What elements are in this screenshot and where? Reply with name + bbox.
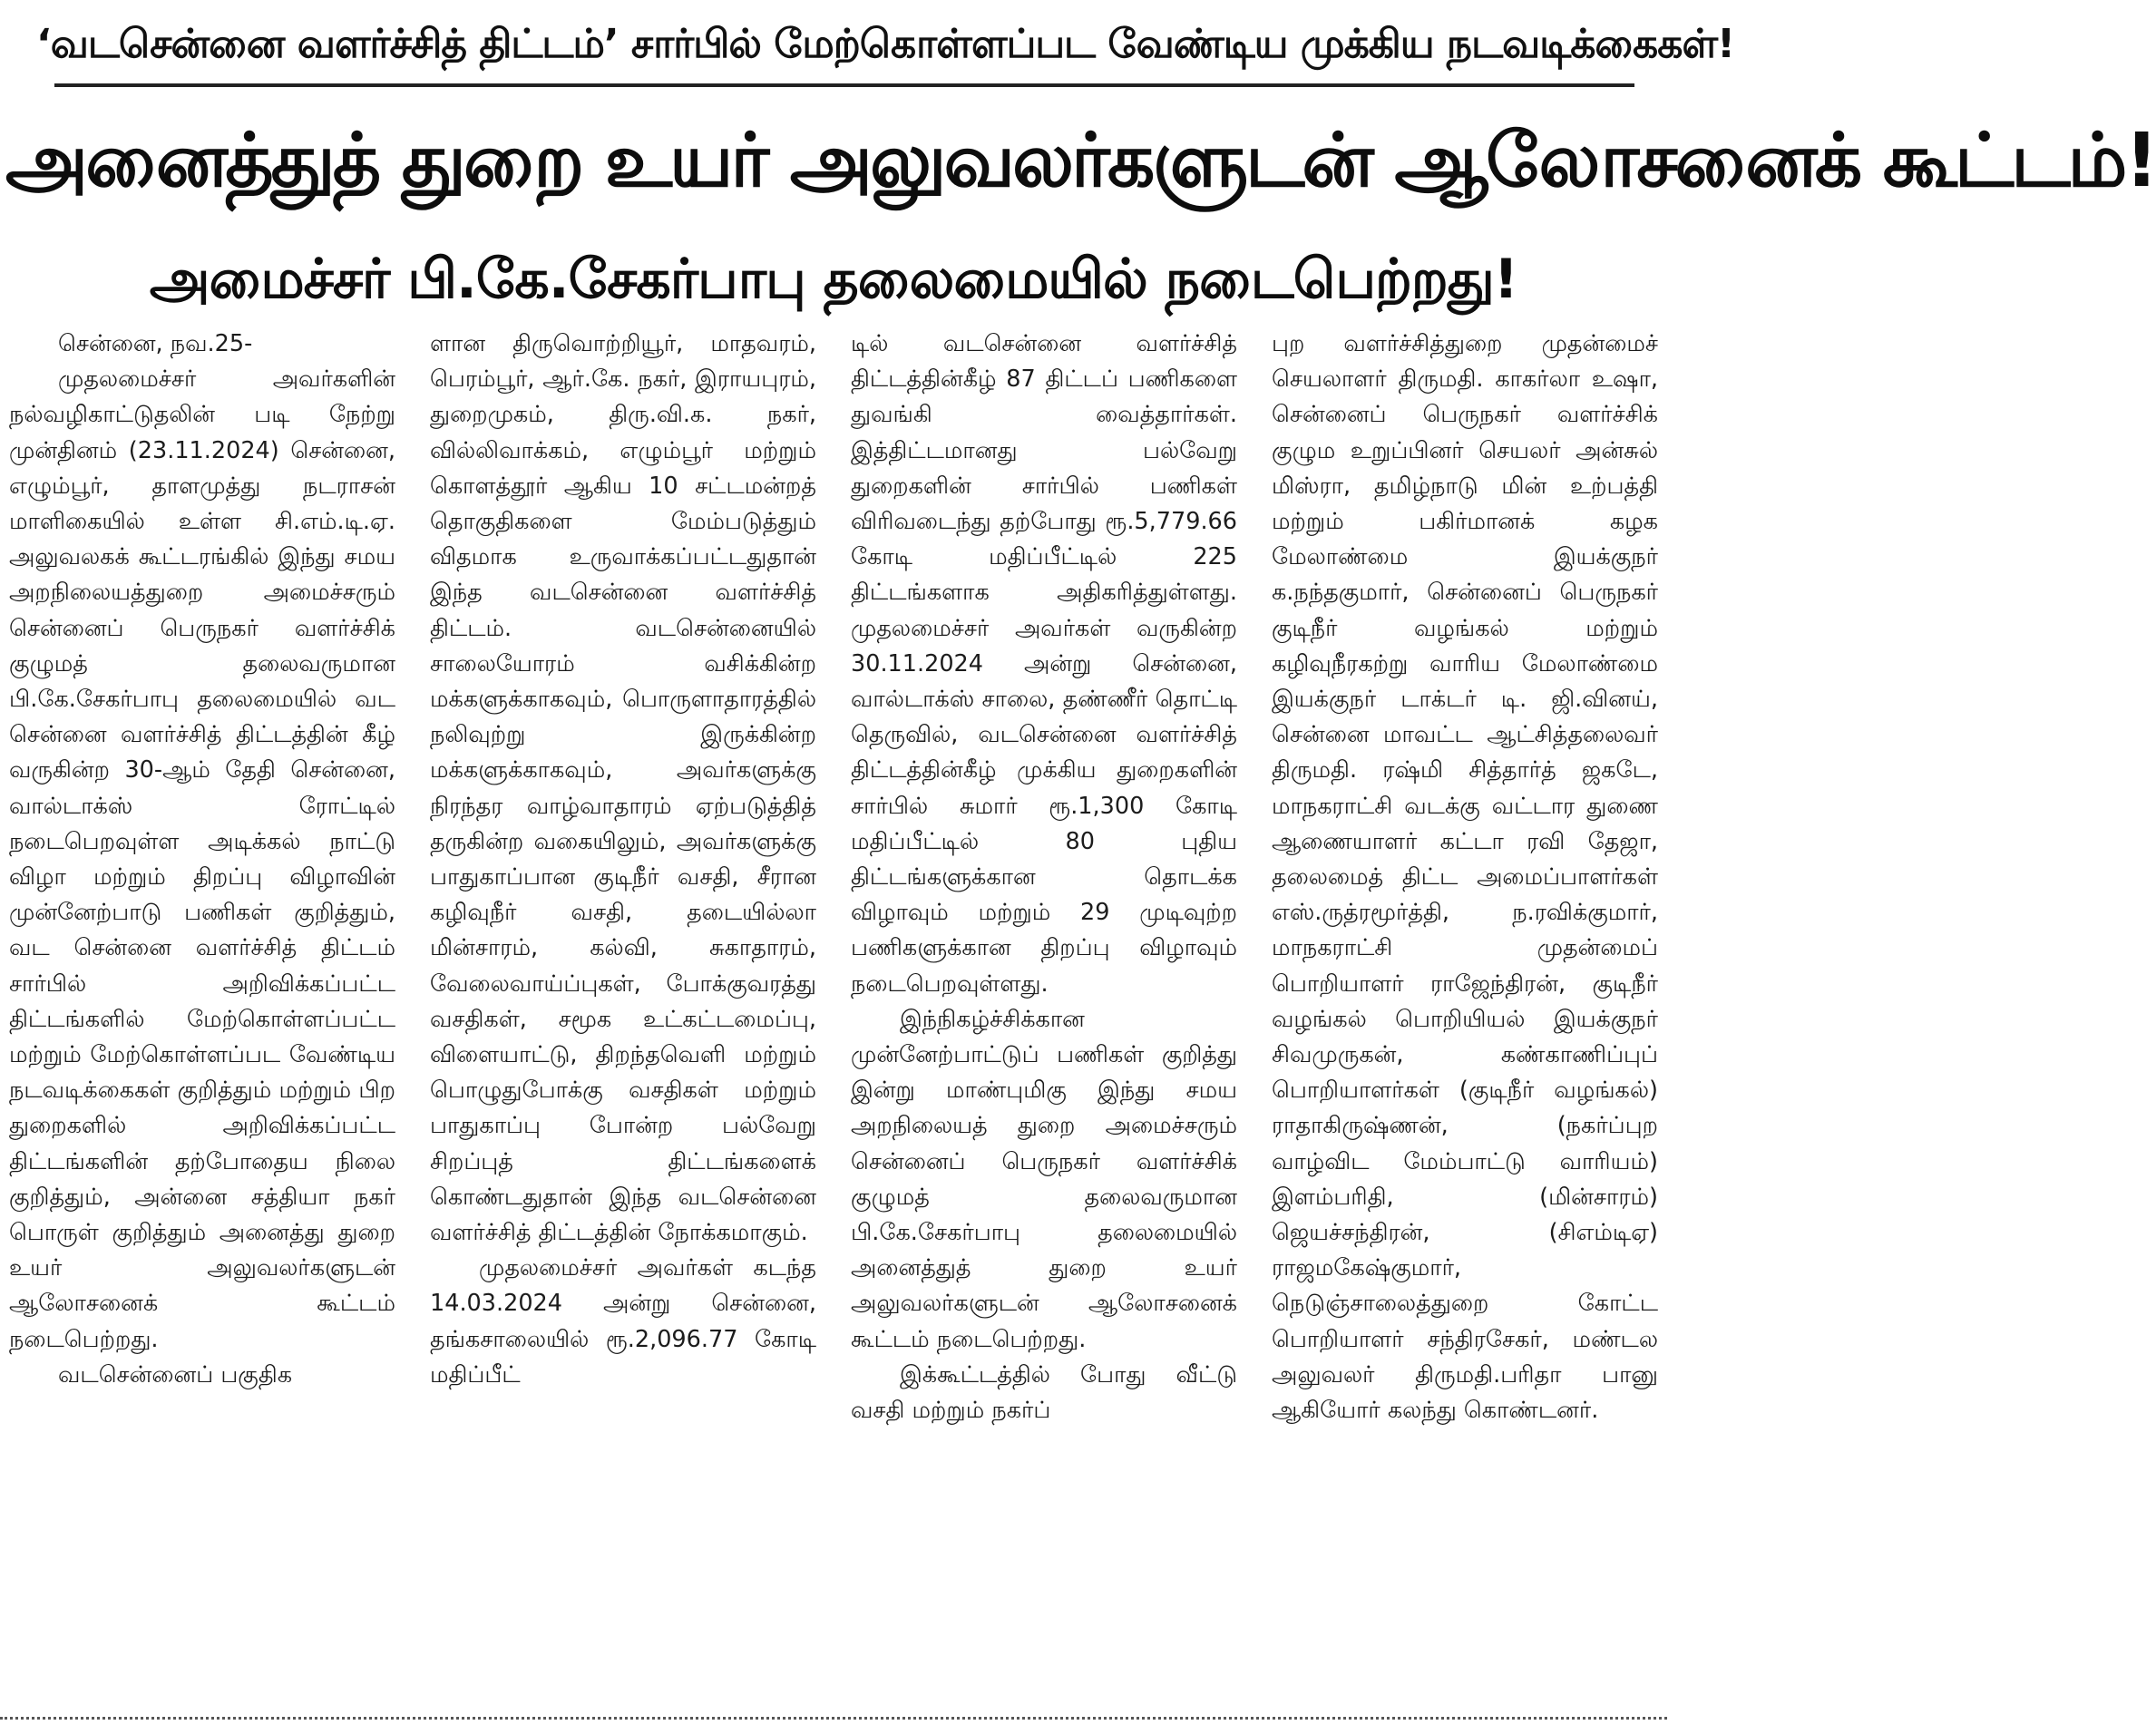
article-column-3 xyxy=(851,326,1237,1705)
article-column-2 xyxy=(430,326,816,1705)
body-paragraph: இக்கூட்டத்தில் போது வீட்டு வசதி மற்றும் நகர்ப் xyxy=(851,1360,1237,1425)
body-paragraph: ளான திருவொற்றியூர், மாதவரம், பெரம்பூர், ஆர்.கே. நகர், இராயபுரம், துறைமுகம், திரு.வி.க. நகர், வில்லிவாக்கம், எழும்பூர் மற்றும் கொளத்தூர் ஆகிய 10 சட்டமன்றத் தொகுதிகளை மேம்படுத்தும் விதமாக உருவாக்கப்பட்டதுதான் இந்த வடசென்னை வளர்ச்சித் திட்டம். வடசென்னையில் சாலையோரம் வசிக்கின்ற மக்களுக்காகவும், பொருளாதாரத்தில் நலிவுற்று இருக்கின்ற மக்களுக்காகவும், அவர்களுக்கு நிரந்தர வாழ்வாதாரம் ஏற்படுத்தித் தருகின்ற வகையிலும், அவர்களுக்கு பாதுகாப்பான குடிநீர் வசதி, சீரான கழிவுநீர் வசதி, தடையில்லா மின்சாரம், கல்வி, சுகாதாரம், வேலைவாய்ப்புகள், போக்குவரத்து வசதிகள், சமூக உட்கட்டமைப்பு, விளையாட்டு, திறந்தவெளி மற்றும் பொழுதுபோக்கு வசதிகள் மற்றும் பாதுகாப்பு போன்ற பல்வேறு சிறப்புத் திட்டங்களைக் கொண்டதுதான் இந்த வடசென்னை வளர்ச்சித் திட்டத்தின் நோக்கமாகும். xyxy=(430,330,816,1247)
article-headline: அனைத்துத் துறை உயர் அலுவலர்களுடன் ஆலோசனைக் கூட்டம்! xyxy=(5,118,2156,204)
dateline: சென்னை, நவ.25- xyxy=(58,330,253,357)
article-subheadline: அமைச்சர் பி.கே.சேகர்பாபு தலைமையில் நடைபெற்றது! xyxy=(149,248,1518,311)
body-paragraph: டில் வடசென்னை வளர்ச்சித் திட்டத்தின்கீழ் 87 திட்டப் பணிகளை துவங்கி வைத்தார்கள். இத்திட்டமானது பல்வேறு துறைகளின் சார்பில் பணிகள் விரிவடைந்து தற்போது ரூ.5,779.66 கோடி மதிப்பீட்டில் 225 திட்டங்களாக அதிகரித்துள்ளது. முதலமைச்சர் அவர்கள் வருகின்ற 30.11.2024 அன்று சென்னை, வால்டாக்ஸ் சாலை, தண்ணீர் தொட்டி தெருவில், வடசென்னை வளர்ச்சித் திட்டத்தின்கீழ் முக்கிய துறைகளின் சார்பில் சுமார் ரூ.1,300 கோடி மதிப்பீட்டில் 80 புதிய திட்டங்களுக்கான தொடக்க விழாவும் மற்றும் 29 முடிவுற்ற பணிகளுக்கான திறப்பு விழாவும் நடைபெறவுள்ளது. xyxy=(851,330,1237,998)
body-paragraph: முதலமைச்சர் அவர்களின் நல்வழிகாட்டுதலின் படி நேற்று முன்தினம் (23.11.2024) சென்னை, எழும்பூர், தாளமுத்து நடராசன் மாளிகையில் உள்ள சி.எம்.டி.ஏ. அலுவலகக் கூட்டரங்கில் இந்து சமய அறநிலையத்துறை அமைச்சரும் சென்னைப் பெருநகர் வளர்ச்சிக் குழுமத் தலைவருமான பி.கே.சேகர்பாபு தலைமையில் வட சென்னை வளர்ச்சித் திட்டத்தின் கீழ் வருகின்ற 30-ஆம் தேதி சென்னை, வால்டாக்ஸ் ரோட்டில் நடைபெறவுள்ள அடிக்கல் நாட்டு விழா மற்றும் திறப்பு விழாவின் முன்னேற்பாடு பணிகள் குறித்தும், வட சென்னை வளர்ச்சித் திட்டம் சார்பில் அறிவிக்கப்பட்ட திட்டங்களில் மேற்கொள்ளப்பட்ட மற்றும் மேற்கொள்ளப்பட வேண்டிய நடவடிக்கைகள் குறித்தும் மற்றும் பிற துறைகளில் அறிவிக்கப்பட்ட திட்டங்களின் தற்போதைய நிலை குறித்தும், அன்னை சத்தியா நகர் பொருள் குறித்தும் அனைத்து துறை உயர் அலுவலர்களுடன் ஆலோசனைக் கூட்டம் நடைபெற்றது. xyxy=(9,365,395,1353)
body-paragraph: வடசென்னைப் பகுதிக xyxy=(58,1360,293,1389)
article-body xyxy=(9,326,1658,1705)
article-column-1 xyxy=(9,326,395,1705)
bottom-divider xyxy=(0,1717,1667,1720)
article-kicker: ‘வடசென்னை வளர்ச்சித் திட்டம்’ சார்பில் மேற்கொள்ளப்பட வேண்டிய முக்கிய நடவடிக்கைகள்! xyxy=(36,21,1735,67)
body-paragraph: முதலமைச்சர் அவர்கள் கடந்த 14.03.2024 அன்று சென்னை, தங்கசாலையில் ரூ.2,096.77 கோடி மதிப்பீட் xyxy=(430,1254,816,1389)
body-paragraph: இந்நிகழ்ச்சிக்கான முன்னேற்பாட்டுப் பணிகள் குறித்து இன்று மாண்புமிகு இந்து சமய அறநிலையத் துறை அமைச்சரும் சென்னைப் பெருநகர் வளர்ச்சிக் குழுமத் தலைவருமான பி.கே.சேகர்பாபு தலைமையில் அனைத்துத் துறை உயர் அலுவலர்களுடன் ஆலோசனைக் கூட்டம் நடைபெற்றது. xyxy=(851,1005,1237,1353)
kicker-divider xyxy=(54,83,1634,87)
body-paragraph: புற வளர்ச்சித்துறை முதன்மைச் செயலாளர் திருமதி. காகர்லா உஷா, சென்னைப் பெருநகர் வளர்ச்சிக் குழும உறுப்பினர் செயலர் அன்சுல் மிஸ்ரா, தமிழ்நாடு மின் உற்பத்தி மற்றும் பகிர்மானக் கழக மேலாண்மை இயக்குநர் க.நந்தகுமார், சென்னைப் பெருநகர் குடிநீர் வழங்கல் மற்றும் கழிவுநீரகற்று வாரிய மேலாண்மை இயக்குநர் டாக்டர் டி. ஜி.வினய், சென்னை மாவட்ட ஆட்சித்தலைவர் திருமதி. ரஷ்மி சித்தார்த் ஜகடே, மாநகராட்சி வடக்கு வட்டார துணை ஆணையாளர் கட்டா ரவி தேஜா, தலைமைத் திட்ட அமைப்பாளர்கள் எஸ்.ருத்ரமூர்த்தி, ந.ரவிக்குமார், மாநகராட்சி முதன்மைப் பொறியாளர் ராஜேந்திரன், குடிநீர் வழங்கல் பொறியியல் இயக்குநர் சிவமுருகன், கண்காணிப்புப் பொறியாளர்கள் (குடிநீர் வழங்கல்) ராதாகிருஷ்ணன், (நகர்ப்புற வாழ்விட மேம்பாட்டு வாரியம்) இளம்பரிதி, (மின்சாரம்) ஜெயச்சந்திரன், (சிஎம்டிஏ) ராஜமகேஷ்குமார், நெடுஞ்சாலைத்துறை கோட்ட பொறியாளர் சந்திரசேகர், மண்டல அலுவலர் திருமதி.பரிதா பானு ஆகியோர் கலந்து கொண்டனர். xyxy=(1272,330,1658,1425)
article-column-4 xyxy=(1272,326,1658,1705)
